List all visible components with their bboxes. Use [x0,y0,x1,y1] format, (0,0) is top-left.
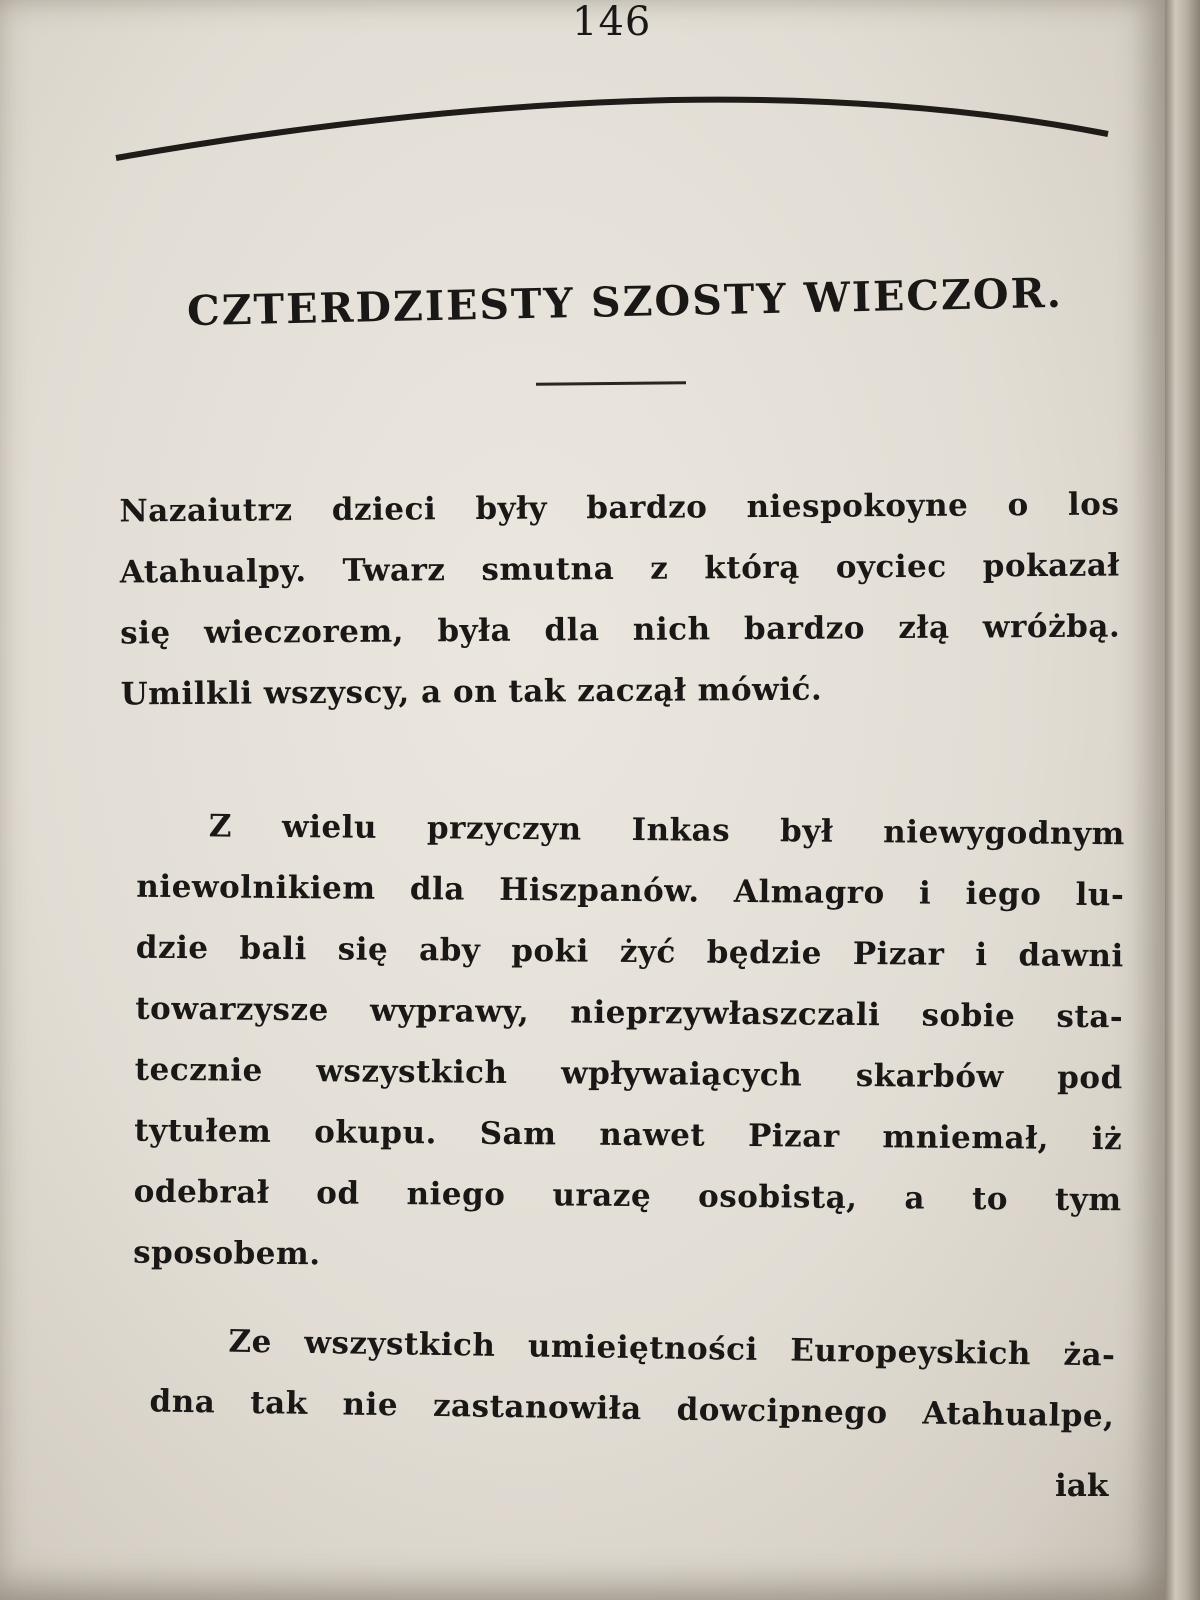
paragraph-line: dna tak nie zastanowiła dowcipnego Atahualpe, [149,1383,1115,1435]
paragraph-line: tecznie wszystkich wpływaiących skarbów pod [134,1051,1123,1097]
page-edge [1165,0,1200,1600]
paragraph-line: Ze wszystkich umieiętności Europeyskich ża- [228,1323,1116,1374]
paragraph-line: tytułem okupu. Sam nawet Pizar mniemał, iż [134,1112,1123,1158]
paragraph-line: odebrał od niego urazę osobistą, a to tym [133,1173,1122,1219]
paragraph-line: się wieczorem, była dla nich bardzo złą wróżbą. [120,608,1121,652]
paragraph-line: Atahualpy. Twarz smutna z którą oyciec pokazał [119,547,1120,591]
paragraph-line: sposobem. [133,1234,321,1273]
paragraph-line: Umilkli wszyscy, a on tak zaczął mówić. [120,671,823,713]
paragraph-3 [149,1310,1116,1447]
paragraph-line: dzie bali się aby poki żyć będzie Pizar i dawni [135,929,1124,975]
paragraph-line: niewolnikiem dla Hiszpanów. Almagro i iego lu- [136,868,1125,914]
paragraph-2 [133,796,1125,1293]
paragraph-line: Z wielu przyczyn Inkas był niewygodnym [208,808,1126,853]
catchword: iak [1055,1468,1109,1504]
page-number: 146 [572,0,652,45]
paragraph-line: towarzysze wyprawy, nieprzywłaszczali sobie sta- [135,990,1124,1036]
paragraph-1 [119,475,1121,726]
paragraph-line: Nazaiutrz dzieci były bardzo niespokoyne o los [119,486,1120,530]
chapter-title: CZTERDZIESTY SZOSTY WIECZOR. [186,268,1064,336]
